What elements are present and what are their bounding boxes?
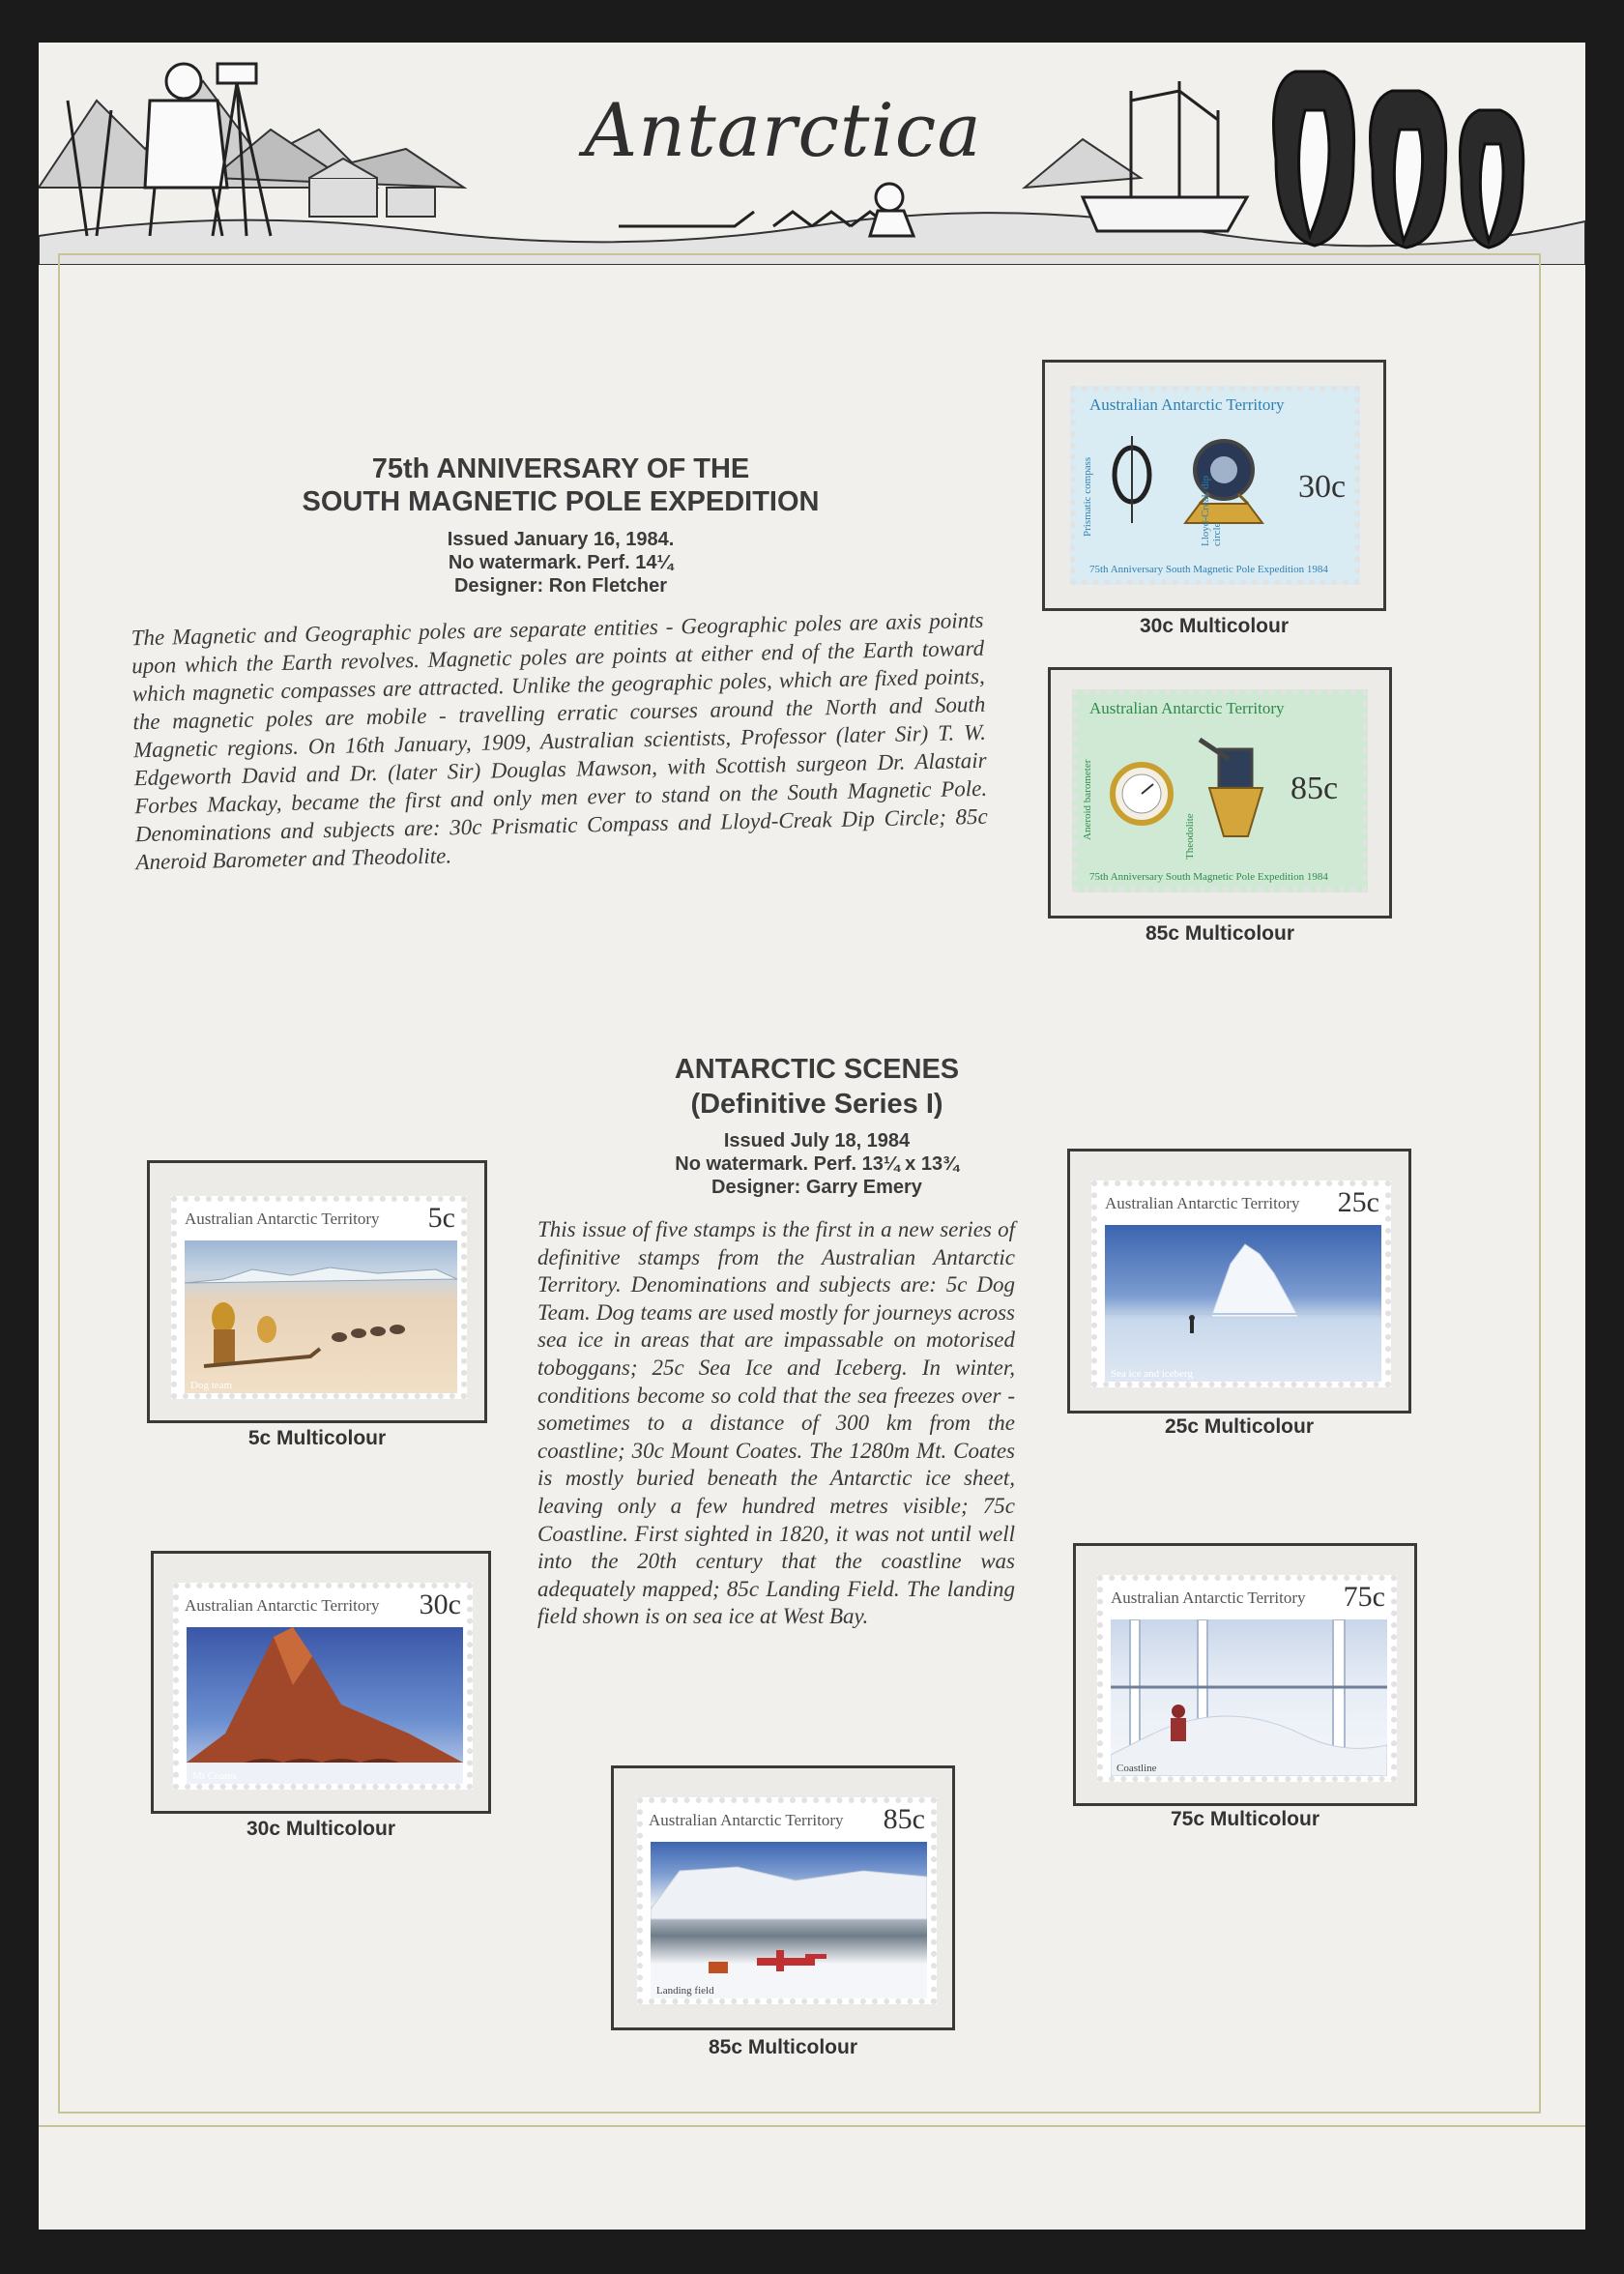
album-page (39, 43, 1585, 2230)
dog-team-scene (185, 1240, 457, 1393)
stamp-denomination: 75c (1343, 1581, 1385, 1613)
stamp-mount-s1-30c (1042, 360, 1386, 611)
stamp-title: Australian Antarctic Territory (1089, 699, 1285, 717)
stamp-denomination: 25c (1337, 1186, 1379, 1218)
stamp-s1-85c (1072, 689, 1368, 892)
stamp-75c (1097, 1575, 1397, 1782)
stamp-denomination: 5c (427, 1202, 455, 1234)
section1-heading-line1: 75th ANNIVERSARY OF THE (371, 453, 750, 484)
section1-designer: Designer: Ron Fletcher (453, 575, 668, 597)
section1-description: The Magnetic and Geographic poles are separate entities - Geographic poles are axis points upon which the Earth revolves. Magnetic poles are points at either end of the Earth toward which magnetic compasses are attracted. Unlike the geographic poles, which are fixed points, the magnetic poles are mobile - travelling erratic courses around the North and South Magnetic regions. On 16th January, 1909, Australian scientists, Professor (later Sir) T. W. Edgeworth David and Dr. (later Sir) Douglas Mawson, with Scottish surgeon Dr. Alastair Forbes Mackay, became the first and only men ever to stand on the South Magnetic Pole. Denominations and subjects are: 30c Prismatic Compass and Lloyd-Creak Dip Circle; 85c Aneroid Barometer and Theodolite. (130, 607, 988, 875)
stamp-85c (637, 1797, 937, 2004)
section1-details (329, 528, 793, 598)
section1-heading-line2: SOUTH MAGNETIC POLE EXPEDITION (302, 486, 820, 517)
section2-description: This issue of five stamps is the first in a new series of definitive stamps from the Australian Antarctic Territory. Denominations and subjects are: 5c Dog Team. Dog teams are used mostly for journeys across sea ice in areas that are impassable on motorised toboggans; 25c Sea Ice and Iceberg. In winter, conditions become so cold that the sea freezes over - sometimes to a distance of 300 km from the coastline; 30c Mount Coates. The 1280m Mt. Coates is mostly buried beneath the Antarctic ice sheet, leaving only a few hundred metres visible; 75c Coastline. First sighted in 1820, it was not until well into the 20th century that the coastline was adequately mapped; 85c Landing Field. The landing field shown is on sea ice at West Bay. (537, 1217, 1015, 1629)
landing-field-scene (651, 1842, 927, 1998)
caption-85c: 85c Multicolour (708, 2036, 858, 2058)
stamp-denomination: 30c (419, 1589, 461, 1620)
stamp-mount-85c (611, 1765, 955, 2030)
stamp-denomination: 85c (1290, 771, 1339, 806)
stamp-label: Coastline (1116, 1763, 1157, 1774)
mountain-illustration (187, 1627, 463, 1784)
stamp-label: Sea ice and iceberg (1111, 1368, 1194, 1380)
sea-ice-scene (1105, 1225, 1381, 1382)
stamp-mount-75c (1073, 1543, 1417, 1806)
iceberg-illustration (1105, 1225, 1381, 1382)
stamp-mount-25c (1067, 1149, 1411, 1414)
stamp-footer: 75th Anniversary South Magnetic Pole Expedition 1984 (1089, 564, 1328, 575)
stamp-label: Mt Coates (192, 1770, 237, 1782)
stamp-25c (1091, 1181, 1391, 1387)
stamp-title: Australian Antarctic Territory (1089, 395, 1285, 414)
coastline-illustration (1111, 1619, 1387, 1776)
caption-25c: 25c Multicolour (1164, 1415, 1315, 1438)
stamp-mount-30c (151, 1551, 491, 1814)
mt-coates-scene (187, 1627, 463, 1784)
stamp-label-left: Prismatic compass (1082, 456, 1093, 537)
stamp-label: Dog team (190, 1380, 233, 1391)
stamp-title: Australian Antarctic Territory (649, 1811, 844, 1829)
stamp-title: Australian Antarctic Territory (185, 1596, 380, 1615)
section2-issued: Issued July 18, 1984 (723, 1130, 911, 1152)
section2-designer: Designer: Garry Emery (711, 1177, 922, 1198)
section1-watermark: No watermark. Perf. 14¼ (448, 552, 674, 573)
stamp-mount-s1-85c (1048, 667, 1392, 918)
stamp-denomination: 85c (883, 1803, 925, 1835)
page-bottom-rule (39, 2125, 1585, 2127)
coastline-scene (1111, 1619, 1387, 1776)
stamp-s1-30c (1070, 386, 1360, 585)
landing-field-illustration (651, 1842, 927, 1998)
section1-heading (213, 452, 909, 518)
section2-heading (561, 1052, 1073, 1122)
caption-s1-30c: 30c Multicolour (1139, 615, 1290, 637)
album-header (39, 43, 1585, 265)
caption-30c: 30c Multicolour (246, 1818, 396, 1840)
section2-watermark: No watermark. Perf. 13¼ x 13¾ (675, 1153, 959, 1175)
album-title: Antarctica (584, 87, 982, 173)
dog-team-illustration (185, 1240, 457, 1393)
section2-heading-line1: ANTARCTIC SCENES (674, 1054, 960, 1085)
section1-issued: Issued January 16, 1984. (447, 529, 675, 550)
caption-s1-85c: 85c Multicolour (1145, 922, 1295, 945)
section2-heading-line2: (Definitive Series I) (690, 1089, 943, 1120)
stamp-title: Australian Antarctic Territory (1111, 1589, 1306, 1607)
stamp-title: Australian Antarctic Territory (1105, 1194, 1300, 1212)
stamp-label-right: Lloyd-Creak dip circle (1200, 475, 1223, 546)
stamp-5c (171, 1196, 467, 1399)
section2-details (580, 1129, 1054, 1199)
compass-dipcircle-illustration (1103, 426, 1287, 542)
stamp-label-left: Aneroid barometer (1082, 759, 1093, 840)
stamp-footer: 75th Anniversary South Magnetic Pole Expedition 1984 (1089, 871, 1328, 883)
stamp-mount-5c (147, 1160, 487, 1423)
stamp-30c (173, 1583, 473, 1790)
stamp-title: Australian Antarctic Territory (185, 1210, 380, 1228)
caption-5c: 5c Multicolour (247, 1427, 387, 1449)
stamp-denomination: 30c (1298, 469, 1347, 505)
caption-75c: 75c Multicolour (1170, 1808, 1320, 1830)
stamp-label: Landing field (656, 1985, 714, 1997)
stamp-label-right: Theodolite (1184, 813, 1196, 860)
